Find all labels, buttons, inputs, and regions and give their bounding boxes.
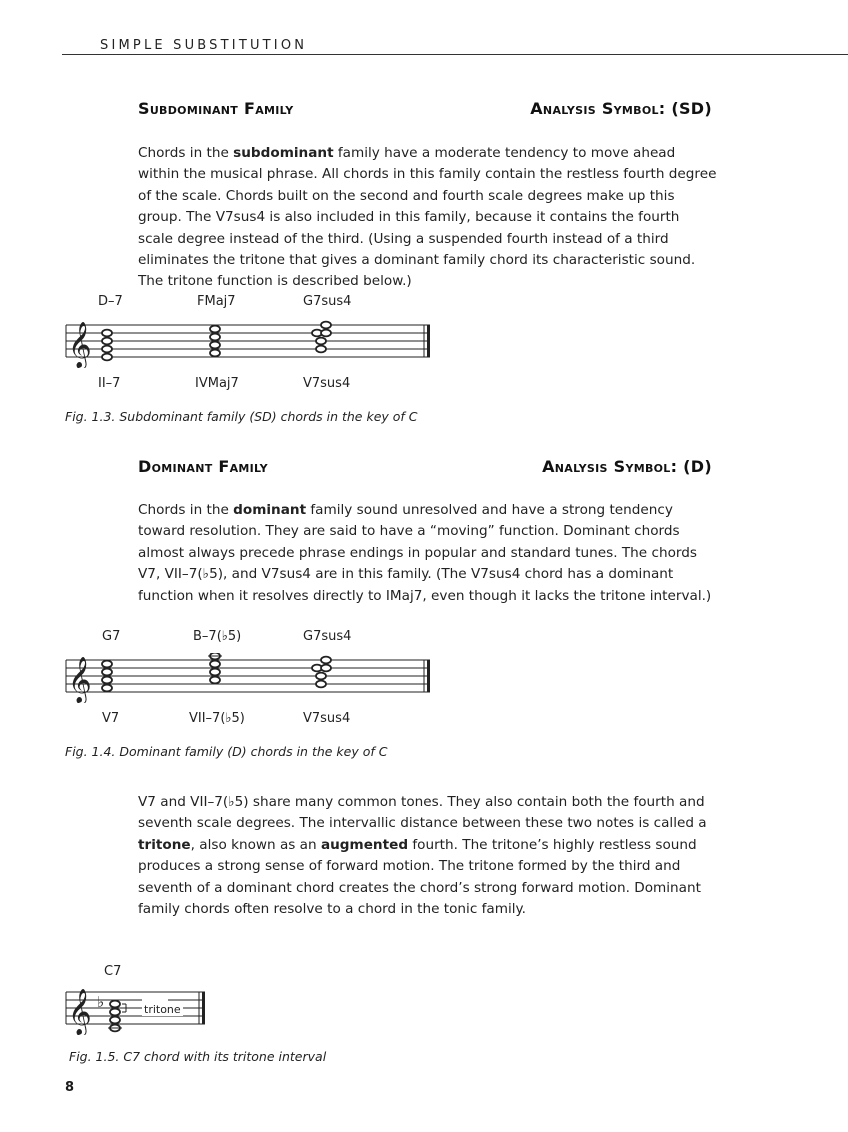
text: V7 and VII–7(♭5) share many common tones. They also contain both the fourth and seventh scale degrees. The intervallic distance between these two notes is called a bbox=[138, 794, 707, 832]
roman-numeral: II–7 bbox=[98, 376, 121, 391]
roman-numeral: IVMaj7 bbox=[195, 376, 239, 391]
chord-symbol: G7sus4 bbox=[303, 294, 352, 309]
tritone-label: tritone bbox=[144, 1003, 181, 1016]
text: family sound unresolved and have a strong tendency toward resolution. They are said to have a “moving” function. Dominant chords almost always precede phrase endings in popular and standard tunes. The chords V7, VII–7(♭5), and V7sus4 are in this family. (The V7sus4 chord has a dominant function when it resolves directly to IMaj7, even though it lacks the tritone interval.) bbox=[138, 502, 712, 604]
paragraph-dominant bbox=[138, 500, 718, 607]
roman-numeral: V7sus4 bbox=[303, 376, 351, 391]
text: family have a moderate tendency to move ahead within the musical phrase. All chords in this family contain the restless fourth degree of the scale. Chords built on the second and fourth scale degrees make up this group. The V7sus4 is also included in this family, because it contains the fourth scale degree instead of the third. (Using a suspended fourth instead of a third eliminates the tritone that gives a dominant family chord its characteristic sound. The tritone function is described below.) bbox=[138, 145, 717, 290]
section-title-subdominant: Subdominant Family bbox=[138, 99, 294, 118]
analysis-symbol-d: Analysis Symbol: (D) bbox=[542, 457, 712, 476]
chord-symbol: D–7 bbox=[98, 294, 123, 309]
staff-fig-1-4 bbox=[60, 653, 440, 703]
treble-clef-icon: 𝄞 bbox=[68, 322, 92, 368]
chord-symbol: FMaj7 bbox=[197, 294, 236, 309]
paragraph-subdominant bbox=[138, 143, 718, 293]
treble-clef-icon: 𝄞 bbox=[68, 657, 92, 703]
section-title-dominant: Dominant Family bbox=[138, 457, 268, 476]
roman-numeral: V7sus4 bbox=[303, 711, 351, 726]
chord-symbol: G7sus4 bbox=[303, 629, 352, 644]
header-rule bbox=[62, 54, 848, 55]
roman-numeral: VII–7(♭5) bbox=[189, 711, 245, 726]
flat-sign-icon: ♭ bbox=[97, 993, 105, 1011]
paragraph-tritone bbox=[138, 792, 718, 920]
page-number: 8 bbox=[65, 1080, 75, 1095]
analysis-symbol-sd: Analysis Symbol: (SD) bbox=[530, 99, 712, 118]
chord-symbol: B–7(♭5) bbox=[193, 629, 242, 644]
staff-fig-1-5 bbox=[60, 985, 210, 1035]
bold-term: subdominant bbox=[233, 145, 334, 161]
chord-symbol: G7 bbox=[102, 629, 121, 644]
text: Chords in the bbox=[138, 145, 234, 161]
bold-term: augmented bbox=[320, 836, 409, 853]
roman-numeral: V7 bbox=[102, 711, 120, 726]
chord-notes bbox=[102, 653, 331, 691]
figure-caption: Fig. 1.3. Subdominant family (SD) chords in the key of C bbox=[65, 409, 418, 424]
text: , also known as an bbox=[190, 836, 321, 853]
chord-symbol: C7 bbox=[104, 964, 122, 979]
figure-caption: Fig. 1.4. Dominant family (D) chords in the key of C bbox=[65, 744, 388, 759]
treble-clef-icon: 𝄞 bbox=[68, 989, 92, 1035]
figure-caption: Fig. 1.5. C7 chord with its tritone interval bbox=[69, 1049, 327, 1064]
staff-fig-1-3 bbox=[60, 318, 440, 368]
text: Chords in the bbox=[138, 502, 234, 518]
bold-term: dominant bbox=[233, 502, 307, 518]
text: fourth. The tritone’s highly restless sound produces a strong sense of forward motion. The tritone formed by the third and seventh of a dominant chord creates the chord’s strong forward motion. Dominant family chords often resolve to a chord in the tonic family. bbox=[138, 836, 701, 918]
running-head: SIMPLE SUBSTITUTION bbox=[100, 38, 308, 53]
bold-term: tritone bbox=[138, 836, 191, 853]
